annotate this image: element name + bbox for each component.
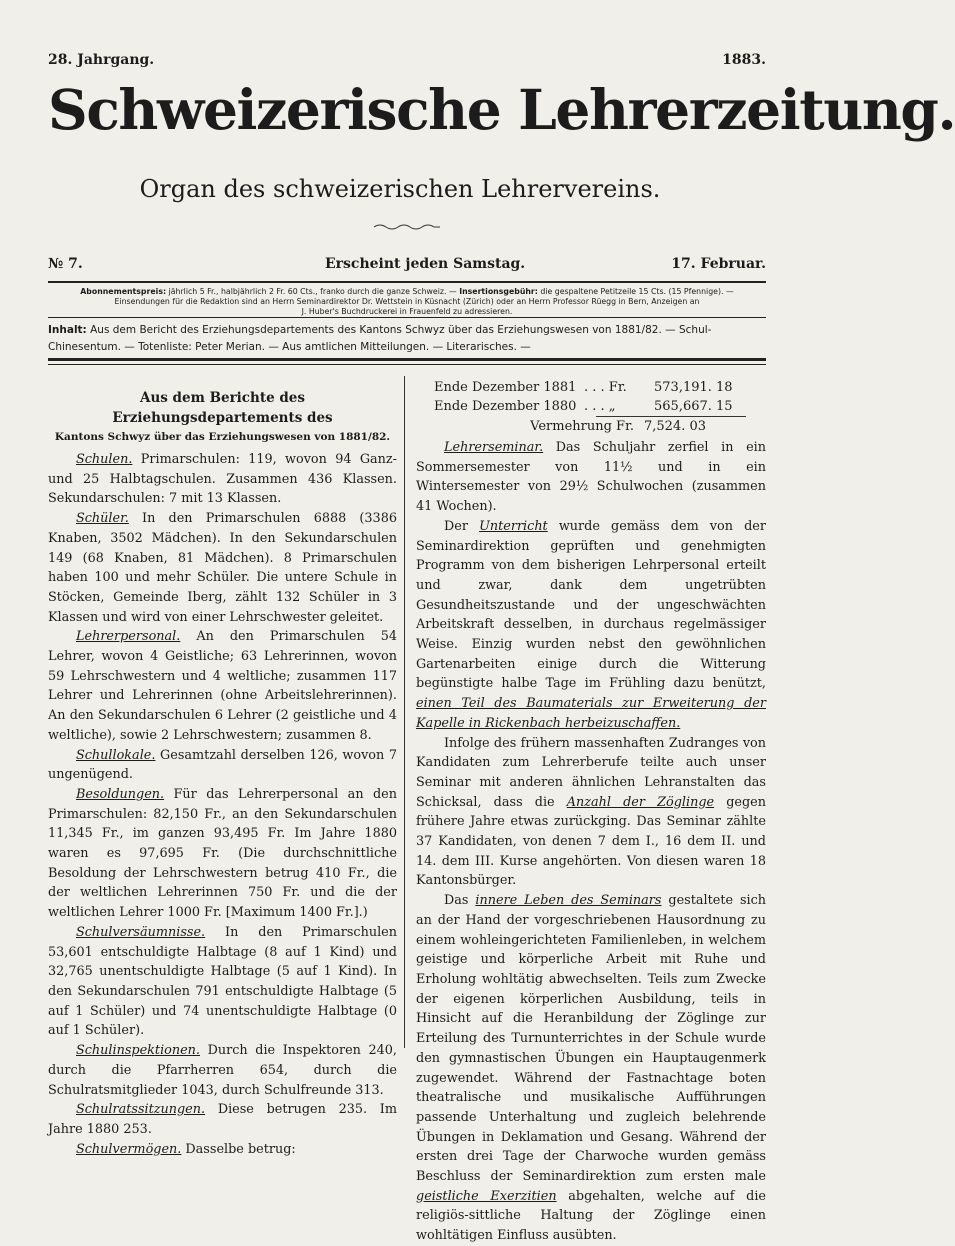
paragraph-schueler: Schüler. In den Primarschulen 6888 (3386 Knaben, 3502 Mädchen). In den Sekundarschulen 149 (68 Knaben, 81 Mädchen). 8 Primarschulen haben 100 und mehr Schüler. Die untere Schule in Stöcken, Gemeinde Iberg, zählt 132 Schüler in 3 Klassen und wird von einer Lehrschwester geleitet. (48, 511, 397, 625)
subscription-label: Abonnementspreis: (80, 287, 167, 296)
paragraph-schulratssitzungen: Schulratssitzungen. Diese betrugen 235. Im Jahre 1880 253. (48, 1102, 397, 1137)
publication-frequency: Erscheint jeden Samstag. (325, 256, 526, 272)
table-row: Vermehrung Fr. 7,524. 03 (530, 419, 707, 434)
column-divider (404, 376, 405, 1048)
toc-line-2: Chinesentum. — Totenliste: Peter Merian. — Aus amtlichen Mitteilungen. — Literarisches. — (48, 341, 531, 353)
issue-number: № 7. (48, 256, 83, 272)
paragraph-unterricht: Der Unterricht wurde gemäss dem von der Seminardirektion geprüften und genehmigten Programm von dem bisherigen Lehrpersonal erteilt und zwar, dank dem ungetrübten Gesundheitszustande und der ungeschwächten Arbeitskraft desselben, in durchaus regelmässiger Weise. Einzig wurden nebst den gewöhnlichen Gartenarbeiten einige durch die Witterung begünstigte halbe Tage im Frühling dazu benützt, einen Teil des Baumaterials zur Erweiterung der Kapelle in Rickenbach herbeizuschaffen. (416, 518, 766, 731)
issue-date: 17. Februar. (671, 256, 766, 272)
paragraph-schulvermoegen: Schulvermögen. Dasselbe betrug: (76, 1141, 296, 1157)
volume-label: 28. Jahrgang. (48, 52, 155, 68)
masthead-title: Schweizerische Lehrerzeitung. (48, 77, 955, 142)
table-of-contents (48, 322, 766, 356)
toc-bottom-rule (48, 358, 766, 361)
table-row: Ende Dezember 1880 . . . „ 565,667. 15 (434, 399, 733, 414)
toc-bottom-rule-thin (48, 364, 766, 365)
table-row: Ende Dezember 1881 . . . Fr. 573,191. 18 (434, 380, 733, 395)
toc-label: Inhalt: (48, 324, 87, 336)
paragraph-schulinspektionen: Schulinspektionen. Durch die Inspektoren 240, durch die Pfarrherren 654, durch die Schulratsmitglieder 1043, durch Schulfreunde 313. (48, 1043, 397, 1098)
paragraph-besoldungen: Besoldungen. Für das Lehrerpersonal an den Primarschulen: 82,150 Fr., an den Sekundarschulen 11,345 Fr., im ganzen 93,495 Fr. Im Jahre 1880 waren es 97,695 Fr. (Die durchschnittliche Besoldung der Lehrschwestern betrug 410 Fr., die der weltlichen Lehrerinnen 750 Fr. und die der weltlichen Lehrer 1000 Fr. [Maximum 1400 Fr.].) (48, 786, 397, 921)
toc-line-1: Aus dem Bericht des Erziehungsdepartements des Kantons Schwyz über das Erziehungswesen von 1881/82. — Schul- (90, 324, 712, 336)
paragraph-seminarleben: Das innere Leben des Seminars gestaltete sich an der Hand der vorgeschriebenen Hausordnung zu einem wohleingerichteten Familienleben, in welchem geistige und körperliche Arbeit mit Ruhe und Erholung wohltätig abwechselten. Teils zum Zwecke der eigenen körperlichen Ausbildung, teils in Hinsicht auf die Heranbildung der Zöglinge zur Erteilung des Turnunterrichtes in der Schule wurde den gymnastischen Übungen ein Hauptaugenmerk zugewendet. Während der Fastnachtage boten theatralische und musikalische Aufführungen passende Unterhaltung und zugleich belehrende Übungen in Deklamation und Gesang. Während der ersten drei Tage der Charwoche wurden gemäss Beschluss der Seminardirektion zum ersten male geistliche Exerzitien abgehalten, welche auf die religiös-sittliche Haltung der Zöglinge einen wohltätigen Einfluss ausübten. (416, 893, 767, 1244)
ornament-flourish (372, 222, 442, 232)
insertion-label: Insertionsgebühr: (459, 287, 538, 296)
left-column (48, 388, 397, 1159)
printer-text: J. Huber's Buchdruckerei in Frauenfeld zu adressieren. (301, 307, 513, 316)
paragraph-schulversaeumnisse: Schulversäumnisse. In den Primarschulen 53,601 entschuldigte Halbtage (8 auf 1 Kind) und 32,765 unentschuldigte Halbtage (5 auf 1 Kind). In den Sekundarschulen 791 entschuldigte Halbtage (5 auf 1 Schüler) und 74 unentschuldigte Halbtage (0 auf 1 Schüler). (48, 924, 397, 1039)
year-label: 1883. (722, 52, 766, 68)
header-rule (48, 281, 766, 283)
masthead-subtitle: Organ des schweizerischen Lehrervereins. (139, 175, 661, 203)
submission-text: Einsendungen für die Redaktion sind an Herrn Seminardirektor Dr. Wettstein in Küsnacht (Zürich) oder an Herrn Professor Rüegg in Bern, Anzeigen an (114, 297, 700, 306)
paragraph-schulen: Schulen. Primarschulen: 119, wovon 94 Ganz- und 25 Halbtagschulen. Zusammen 436 Klassen. Sekundarschulen: 7 mit 13 Klassen. (48, 452, 397, 507)
assets-table (416, 378, 766, 436)
paragraph-lehrerseminar: Lehrerseminar. Das Schuljahr zerfiel in ein Sommersemester von 11½ und in ein Wintersemester von 29½ Schulwochen (zusammen 41 Wochen). (416, 440, 766, 515)
subscription-notes (48, 287, 766, 317)
subscription-text: jährlich 5 Fr., halbjährlich 2 Fr. 60 Cts., franko durch die ganze Schweiz. — (168, 287, 457, 296)
toc-top-rule (48, 317, 766, 318)
insertion-text: die gespaltene Petitzeile 15 Cts. (15 Pfennige). — (540, 287, 734, 296)
article-title: Aus dem Berichte des Erziehungsdepartements des (112, 390, 333, 426)
article-subtitle: Kantons Schwyz über das Erziehungswesen von 1881/82. (54, 431, 391, 443)
right-column (416, 378, 766, 1246)
paragraph-zoeglinge: Infolge des frühern massenhaften Zudranges von Kandidaten zum Lehrerberufe teilte auch unser Seminar mit anderen ähnlichen Lehranstalten das Schicksal, dass die Anzahl der Zöglinge gegen frühere Jahre etwas zurückging. Das Seminar zählte 37 Kandidaten, von denen 7 dem I., 16 dem II. und 14. dem III. Kurse angehörten. Von diesen waren 18 Kantonsbürger. (416, 735, 766, 889)
paragraph-schullokale: Schullokale. Gesamtzahl derselben 126, wovon 7 ungenügend. (48, 747, 397, 783)
paragraph-lehrerpersonal: Lehrerpersonal. An den Primarschulen 54 Lehrer, wovon 4 Geistliche; 63 Lehrerinnen, wovon 59 Lehrschwestern und 4 weltliche; zusammen 117 Lehrer und Lehrerinnen (ohne Arbeitslehrerinnen). An den Sekundarschulen 6 Lehrer (2 geistliche und 4 weltliche), sowie 2 Lehrschwestern; zusammen 8. (48, 629, 397, 743)
